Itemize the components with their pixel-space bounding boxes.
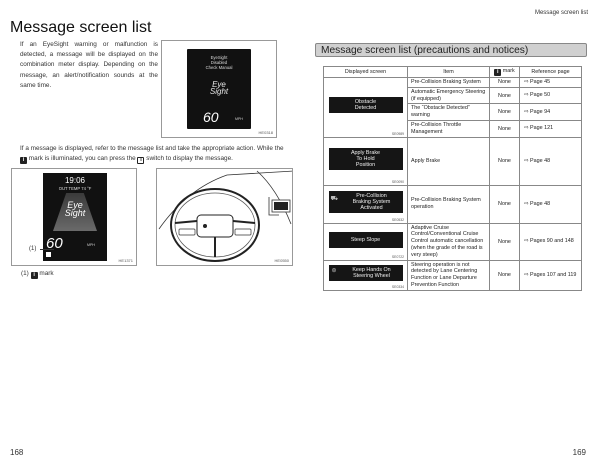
screen-line: Braking System [352,199,391,206]
instruction-text: If a message is displayed, refer to the message list and take the appropriate action. While the [20,145,284,152]
mark-cell: None [490,185,520,223]
info-mark-icon: i [31,272,38,279]
column-header: Displayed screen [324,67,408,78]
clock-readout: 19:06 [64,176,86,185]
screen-id: SE0532 [391,217,404,222]
warning-line: EyeSight [210,55,228,60]
info-mark-icon: i [20,157,27,164]
screen-line: Keep Hands On [352,267,391,274]
screen-cell [324,223,408,260]
table-row [324,223,582,260]
figure-id: HE0550 [274,258,289,263]
column-header: Reference page [520,67,582,78]
screen-cell [324,185,408,223]
message-screen [329,232,403,248]
warning-message [187,55,251,71]
message-screen [329,97,403,113]
screen-line: Steering Wheel [353,273,390,280]
info-mark-icon [46,252,51,257]
screen-cell [324,137,408,185]
screen-line: To Hold [356,156,375,163]
screen-line: Detected [354,105,377,112]
instruction-paragraph [20,144,292,164]
screen-cell [324,260,408,290]
screen-id: SE0722 [391,254,404,259]
table-header-row [324,67,582,78]
speed-readout: 60 [46,235,63,252]
eyesight-logo-bottom: Sight [64,208,86,218]
item-cell: Apply Brake [408,137,490,185]
page-number-right: 169 [572,448,586,457]
meter-display [43,173,107,261]
item-cell: Pre-Collision Throttle Management [408,120,490,137]
item-cell: Automatic Emergency Steering (if equipped) [408,87,490,104]
outside-temp: OUT TEMP 74 °F [58,186,92,191]
callout-label: (1) [29,246,37,252]
table-row [324,137,582,185]
intro-paragraph: If an EyeSight warning or malfunction is detected, a message will be displayed on the combination meter display. Depending on the message, an alert/notification sounds at the same time. [20,41,158,89]
column-header: Item [408,67,490,78]
eyesight-logo-top: Eye [67,200,83,210]
instruction-text: mark is illuminated, you can press the [28,155,136,162]
mark-cell: None [490,87,520,104]
eyesight-logo [43,201,107,217]
screen-line: Apply Brake [350,150,381,157]
warning-line: Check Manual [205,65,233,71]
speed-unit: MPH [235,117,243,121]
screen-line: Steep Slope [350,236,381,243]
steering-wheel-icon: ⊛ [331,268,337,275]
column-header [490,67,520,78]
callout-line [40,249,54,250]
car-collision-icon: ⛟ [330,196,339,203]
message-screen [329,148,403,170]
screen-line: Pre-Collision [356,193,387,200]
footnote-number: (1) [21,270,29,277]
message-screen [329,265,403,281]
reference-cell: ⇨ Page 48 [520,185,582,223]
screen-id: SE0989 [391,131,404,136]
reference-cell: ⇨ Page 50 [520,87,582,104]
mark-cell: None [490,260,520,290]
screen-line: Position [355,162,376,169]
mark-cell: None [490,120,520,137]
running-head: Message screen list [534,10,588,16]
screen-cell [324,78,408,138]
mark-cell: None [490,78,520,88]
figure-id: HE1371 [118,258,133,263]
item-cell: Pre-Collision Braking System [408,78,490,88]
reference-cell: ⇨ Page 45 [520,78,582,88]
mark-cell: None [490,223,520,260]
reference-cell: ⇨ Pages 90 and 148 [520,223,582,260]
mark-cell: None [490,137,520,185]
screen-id: SE0334 [391,284,404,289]
reference-cell: ⇨ Pages 107 and 119 [520,260,582,290]
table-row [324,78,582,88]
mark-header-label: mark [502,68,515,74]
page-number-left: 168 [10,448,24,457]
table-row [324,260,582,290]
table-row [324,185,582,223]
warning-line: Disabled [210,60,228,66]
speed-unit: MPH [87,243,95,247]
message-screen [329,191,403,213]
item-cell: Pre-Collision Braking System operation [408,185,490,223]
page-title: Message screen list [10,19,152,36]
info-switch-icon: i [137,157,144,164]
screen-line: Obstacle [354,99,377,106]
info-mark-icon: i [494,69,501,76]
footnote [21,270,54,279]
reference-cell: ⇨ Page 94 [520,104,582,121]
mark-cell: None [490,104,520,121]
speed-readout: 60 [203,109,219,125]
figure-id: HE0318 [258,130,273,135]
steering-wheel-figure [156,168,293,266]
eyesight-logo-bottom: Sight [209,87,229,96]
footnote-text: mark [39,270,54,277]
item-cell: Steering operation is not detected by Lane Centering Function or Lane Departure Prevention Function [408,260,490,290]
eyesight-logo [187,81,251,95]
meter-display [187,49,251,129]
item-cell: The “Obstacle Detected” warning [408,104,490,121]
screen-line: Activated [360,205,383,212]
steering-wheel-icon [157,169,293,266]
reference-cell: ⇨ Page 121 [520,120,582,137]
section-title: Message screen list (precautions and notices) [315,43,587,57]
reference-cell: ⇨ Page 48 [520,137,582,185]
eyesight-logo-top: Eye [212,80,226,89]
item-cell: Adaptive Cruise Control/Conventional Cruise Control automatic cancellation (when the grade of the road is very steep) [408,223,490,260]
screen-id: SE0090 [391,179,404,184]
eyesight-disabled-figure [161,40,277,138]
message-table [323,66,582,291]
instruction-text: switch to display the message. [146,155,233,162]
